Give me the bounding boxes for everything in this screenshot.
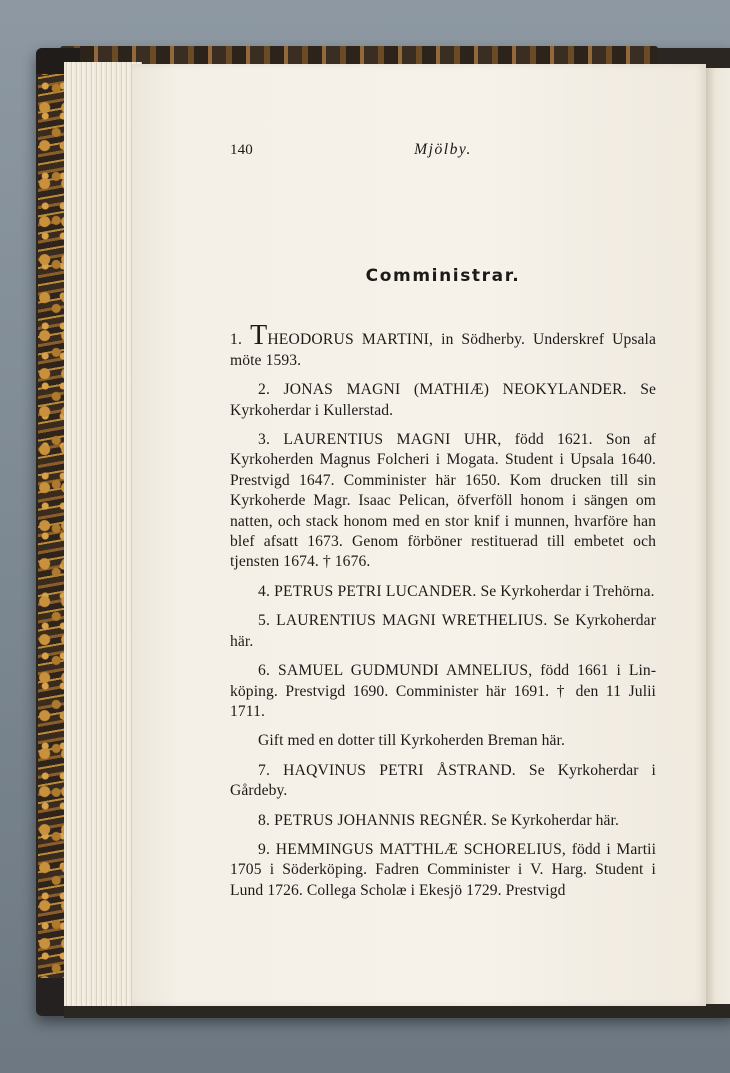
entry-text: Se Kyrkoherdar i Kullerstad.	[230, 381, 657, 419]
entry-text: in Södherby. Underskref Upsala möte 1593.	[230, 331, 656, 369]
entry-name: HEMMINGUS MATTHLÆ SCHORELIUS,	[275, 840, 567, 858]
entry-3	[230, 430, 656, 573]
entry-4	[230, 582, 656, 602]
page-header	[230, 140, 656, 164]
entry-number: 2.	[258, 381, 271, 399]
entry-name: PETRUS PETRI LUCANDER.	[274, 582, 477, 600]
entry-text: Se Kyrkoherdar här.	[230, 612, 656, 650]
entry-text: Se Kyrkoherdar i Trehörna.	[476, 582, 655, 600]
entry-text: född 1661 i Linköping. Prestvigd 1690. Comminister här 1691. † den 11 Julii 1711.	[230, 662, 657, 720]
entry-5	[230, 611, 656, 652]
top-board-marbling	[60, 46, 658, 64]
entry-name: PETRUS JOHANNIS REGNÉR.	[274, 811, 488, 829]
entry-1	[230, 320, 656, 371]
facing-page-edge	[706, 68, 730, 1004]
page-edges	[64, 62, 142, 1006]
entry-text: Se Kyrkoherdar i Gårdeby.	[230, 761, 656, 800]
page-number: 140	[230, 142, 253, 158]
entry-number: 7.	[258, 761, 271, 779]
entry-name: JONAS MAGNI (MATHIÆ) NEOKYLANDER.	[283, 381, 627, 399]
section-title: Comministrar.	[365, 266, 521, 286]
entry-name: HEODORUS MARTINI,	[267, 331, 434, 349]
entry-number: 9.	[258, 840, 271, 858]
entry-9	[230, 840, 656, 901]
entry-number: 6.	[258, 662, 271, 680]
entry-number: 3.	[258, 431, 271, 449]
entry-6	[230, 661, 656, 722]
entry-text: född 1621. Son af Kyrkoherden Magnus Folcheri i Mogata. Student i Upsala 1640. Prestvigd 1647. Comminister här 1650. Kom drucken till sin Kyrkoherde Magr. Isaac Pelican, öfverföll honom i sängen om natten, och stack honom med en stor knif i munnen, hvarföre han blef afsatt 1673. Genom förböner restituerad till embetet och tjensten 1674. † 1676.	[230, 431, 656, 571]
bottom-board-edge	[64, 1004, 730, 1018]
entry-name: LAURENTIUS MAGNI WRETHELIUS.	[276, 612, 548, 630]
running-title: Mjölby.	[414, 141, 472, 158]
entry-8	[230, 811, 656, 831]
entry-name: LAURENTIUS MAGNI UHR,	[283, 431, 502, 449]
entry-number: 8.	[258, 811, 271, 829]
entry-note: Gift med en dotter till Kyrkoherden Breman här.	[258, 732, 565, 750]
entry-name: SAMUEL GUDMUNDI AMNELIUS,	[278, 662, 533, 680]
entry-text: Se Kyrkoherdar här.	[487, 811, 619, 829]
entry-7	[230, 761, 656, 802]
drop-initial: T	[250, 320, 268, 352]
page-text-block	[230, 140, 656, 910]
entry-2	[230, 380, 656, 421]
entry-number: 4.	[258, 582, 271, 600]
entry-number: 1.	[230, 331, 243, 349]
entry-number: 5.	[258, 612, 271, 630]
entry-list	[230, 320, 657, 901]
entry-name: HAQVINUS PETRI ÅSTRAND.	[283, 761, 516, 779]
entry-text: född i Martii 1705 i Söderköping. Fadren Comminister i V. Harg. Student i Lund 1726. Collega Scholæ i Ekesjö 1729. Prestvigd	[230, 840, 657, 899]
